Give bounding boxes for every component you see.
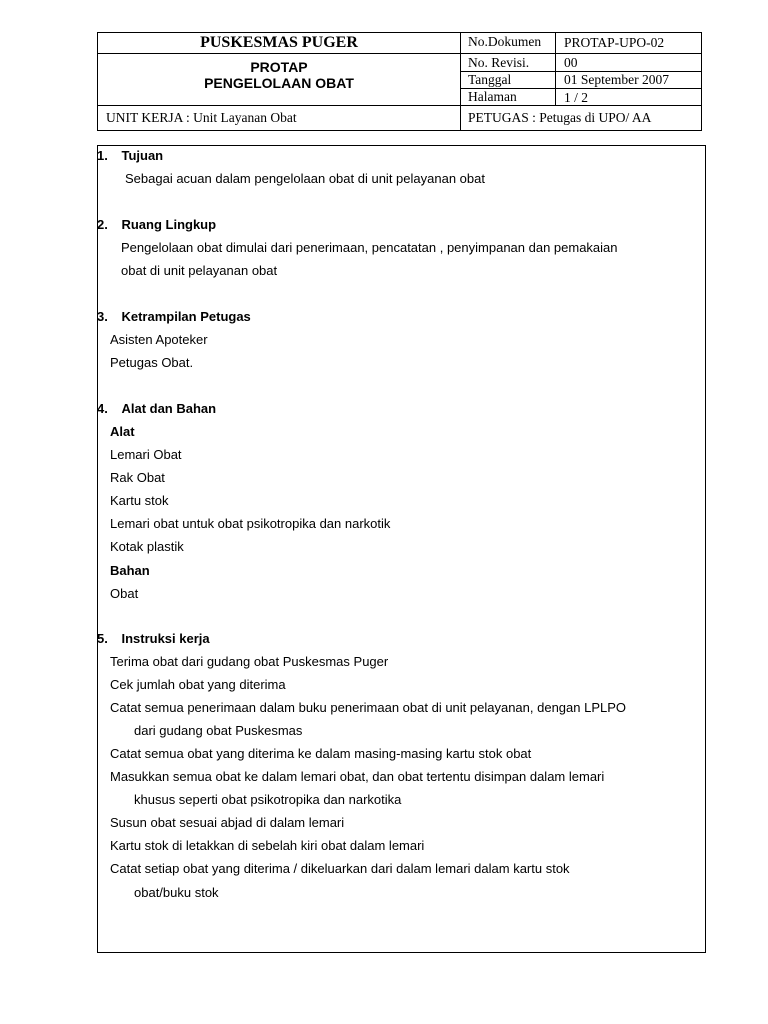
unit-kerja: UNIT KERJA : Unit Layanan Obat — [106, 110, 297, 125]
instruction-item: Catat setiap obat yang diterima / dikeluarkan dari dalam lemari dalam kartu stok — [110, 861, 570, 876]
section-number: 1. — [97, 148, 108, 163]
header-divider-horizontal-bottom — [98, 105, 701, 106]
section-number: 2. — [97, 217, 108, 232]
section-5-heading — [97, 631, 210, 647]
section-3-heading — [97, 309, 251, 325]
institution-name: PUSKESMAS PUGER — [200, 34, 358, 51]
section-title: Instruksi kerja — [121, 631, 210, 646]
list-item: Lemari obat untuk obat psikotropika dan narkotik — [110, 516, 391, 531]
alat-label: Alat — [110, 424, 135, 439]
instruction-item: Catat semua obat yang diterima ke dalam masing-masing kartu stok obat — [110, 746, 532, 761]
instruction-item-continuation: obat/buku stok — [134, 885, 219, 900]
section-number: 3. — [97, 309, 108, 324]
list-item: Kotak plastik — [110, 539, 184, 554]
meta-value-no-dokumen: PROTAP-UPO-02 — [564, 35, 665, 50]
list-item: Rak Obat — [110, 470, 165, 485]
instruction-item: Terima obat dari gudang obat Puskesmas Puger — [110, 654, 389, 669]
section-title: Ketrampilan Petugas — [121, 309, 251, 324]
meta-value-no-revisi: 00 — [564, 55, 578, 70]
doc-title: PENGELOLAAN OBAT — [204, 75, 354, 91]
section-1-text: Sebagai acuan dalam pengelolaan obat di unit pelayanan obat — [125, 171, 485, 186]
section-1-heading — [97, 148, 163, 164]
header-divider-vertical — [460, 33, 461, 130]
section-2-line-2: obat di unit pelayanan obat — [121, 263, 278, 278]
bahan-label: Bahan — [110, 563, 150, 578]
meta-label-no-dokumen: No.Dokumen — [468, 34, 542, 49]
instruction-item: Catat semua penerimaan dalam buku penerimaan obat di unit pelayanan, dengan LPLPO — [110, 700, 627, 715]
list-item: Kartu stok — [110, 493, 169, 508]
section-4-heading — [97, 401, 216, 417]
meta-divider-vertical — [555, 33, 556, 105]
list-item: Obat — [110, 586, 139, 601]
meta-label-no-revisi: No. Revisi. — [468, 55, 530, 70]
section-2-heading — [97, 217, 216, 233]
procedure-content-box — [97, 145, 706, 953]
list-item: Lemari Obat — [110, 447, 182, 462]
section-title: Tujuan — [121, 148, 164, 163]
instruction-item: Masukkan semua obat ke dalam lemari obat, dan obat tertentu disimpan dalam lemari — [110, 769, 605, 784]
header-divider-horizontal-left — [98, 53, 460, 54]
petugas: PETUGAS : Petugas di UPO/ AA — [468, 110, 652, 125]
instruction-item: Susun obat sesuai abjad di dalam lemari — [110, 815, 345, 830]
list-item: Petugas Obat. — [110, 355, 194, 370]
document-title — [98, 59, 460, 91]
doc-type: PROTAP — [250, 59, 308, 75]
instruction-item-continuation: khusus seperti obat psikotropika dan narkotika — [134, 792, 402, 807]
instruction-item: Kartu stok di letakkan di sebelah kiri obat dalam lemari — [110, 838, 425, 853]
instruction-item: Cek jumlah obat yang diterima — [110, 677, 286, 692]
document-header-table — [97, 32, 702, 131]
meta-label-halaman: Halaman — [468, 89, 517, 104]
list-item: Asisten Apoteker — [110, 332, 208, 347]
section-title: Alat dan Bahan — [121, 401, 217, 416]
section-title: Ruang Lingkup — [121, 217, 217, 232]
meta-value-tanggal: 01 September 2007 — [564, 72, 669, 87]
section-2-line-1: Pengelolaan obat dimulai dari penerimaan, pencatatan , penyimpanan dan pemakaian — [121, 240, 618, 255]
section-number: 4. — [97, 401, 108, 416]
section-number: 5. — [97, 631, 108, 646]
instruction-item-continuation: dari gudang obat Puskesmas — [134, 723, 303, 738]
meta-value-halaman: 1 / 2 — [564, 90, 589, 105]
meta-label-tanggal: Tanggal — [468, 72, 512, 87]
